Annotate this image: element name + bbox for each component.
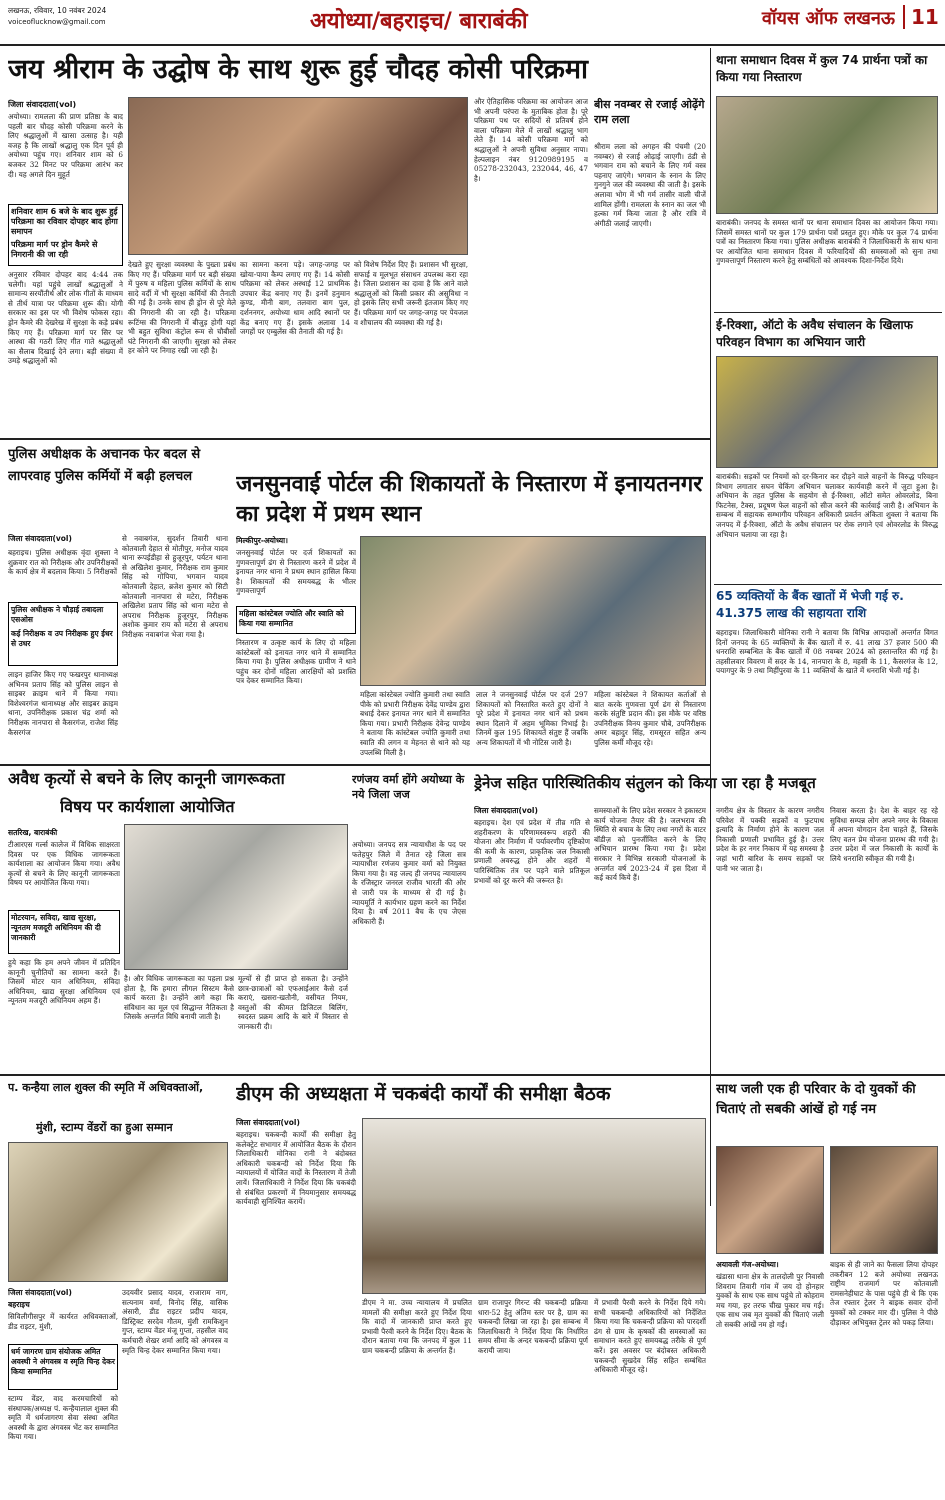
erikshaw-body: बाराबंकी। सड़कों पर नियमों को दर-किनार कर दौड़ने वाले वाहनों के विरुद्ध परिवहन विभाग लगातार सघन चेकिंग अभियान चलाकर कार्यवाही करने में जुटा हुआ है। अभियान के तहत पुलिस के सहयोग से ई-रिक्शा, ऑटो समेत ओवरलोड, बिना फिटनेस, टैक्स, प्रदूषण फेल वाहनों को सीज करने की कार्रवाई जारी है। अभियान के सम्बन्ध में सहायक सम्भागीय परिवहन अधिकारी प्रवर्तन अंकिता शुक्ला ने बताया कि जनपद में ई-रिक्शा, ऑटो के अवैध संचालन पर रोक लगाने एवं ओवरलोड के विरुद्ध अभियान चलाया जा रहा है। <box>716 472 938 539</box>
accident-col1: खंडासा थाना क्षेत्र के तालदोली पुर निवासी शिवराम तिवारी गांव में जय दो होनहार युवकों के साथ एक साथ पहुंचे तो कोहराम मच गया, हर तरफ चीख पुकार मच गई। एक साथ जब मृत युवकों की चिताएं जली तो सबकी आंखें नम हो गईं। <box>716 1272 824 1329</box>
page-number: 11 <box>903 5 939 29</box>
lead-highlight-1: शनिवार शाम 6 बजे के बाद शुरू हुई परिक्रमा का रविवार दोपहर बाद होगा समापन <box>11 207 118 236</box>
chakbandi-col3: ग्राम राजापुर गिरन्ट की चकबन्दी प्रक्रिया धारा-52 हेतु अंतिम स्तर पर है, ग्राम का चकबन्दी लिखा जा रहा है। इस सम्बन्ध में जिलाधिकारी ने निर्देश दिया कि निर्धारित समय सीमा के अन्दर चकबन्दी प्रक्रिया पूर्ण करायी जाय। <box>478 1298 588 1355</box>
lead-col3: का सामना करना पड़े। जगह-जगह पर खोया-पाया कैम्प लगाए गए हैं। 14 कोसी परिक्रमा को लेकर अस्थाई 12 प्राथमिक उपचार केंद्र बनाए गए हैं। इनमें हनुमान कुण्ड, मीनी बाग, तलवारा बाग पुल, दर्शननगर, अयोध्या धाम आदि स्थानों पर केंद्र बनाए गए हैं। इसके अलावा 14 जगहों पर एम्बुलेंस की तैनाती की गई है। <box>240 260 350 337</box>
lead-col2: देखते हुए सुरक्षा व्यवस्था के पुख्ता प्रबंध किए गए हैं। परिक्रमा मार्ग पर बड़ी संख्या में पुरुष व महिला पुलिस कर्मियों के साथ सादे वर्दी में भी सुरक्षा कर्मियों की तैनाती की गई है। उनके साथ ही ड्रोन से पूरे मेले की निगरानी की जा रही है। परिक्रमा रूटिंग्स की निगरानी में बीजुड़ होगी यहां भी बहुत सुविधा कंट्रोल रूम से चौबीसों घंटे निगरानी की जाएगी। सुरक्षा को लेकर हर कोने पर निगाह रखी जा रही है। <box>128 260 236 356</box>
police-headline: पुलिस अधीक्षक के अचानक फेर बदल से लापरवाह पुलिस कर्मियों में बढ़ी हलचल <box>8 447 201 484</box>
parikrama-photo <box>128 97 468 255</box>
kanhaiya-photo <box>8 1142 228 1282</box>
jansunwai-photo <box>360 536 706 686</box>
drainage-col1: बहराइच। देश एवं प्रदेश में तीव्र गति से शहरीकरण के परिणामस्वरूप शहरों की योजना और निर्माण में पर्यावरणीय दृष्टिकोण की कमी के कारण, प्राकृतिक जल निकासी प्रणाली अवरुद्ध होने और शहरों में पारिस्थितिक तंत्र पर पड़ने वाले प्रतिकूल प्रभावों को दूर करने की जरूरत है। <box>474 818 590 885</box>
thana-headline: थाना समाधान दिवस में कुल 74 प्रार्थना पत्रों का किया गया निस्तारण <box>716 53 928 84</box>
jansunwai-col2: महिला कांस्टेबल ज्योति कुमारी तथा स्वाति पीके को प्रभारी निरीक्षक देवेंद्र पाण्डेय द्वारा बधाई देकर इनायत नगर थाने में सम्मानित किया गया। प्रभारी निरीक्षक देवेन्द्र पाण्डेय ने बताया कि कांस्टेबल ज्योति कुमारी तथा स्वाति की लगन व मेहनत से थाने को यह उपलब्धि मिली है। <box>360 690 470 757</box>
drainage-col4: निवास करता है। देश के बाहर रह रहे सुविधा सम्पन्न लोग अपने नगर के विकास में अपना योगदान देना चाहते हैं, जिसके लिए वतन प्रेम योजना प्रारम्भ की गयी है। उत्तर प्रदेश में जल निकासी के कार्यों के लिये धनराशि स्वीकृत की गयी है। <box>830 806 938 863</box>
accident-col2: बाइक से ही जाने का फैसला लिया दोपहर तकरीबन 12 बजे अयोध्या लखनऊ राष्ट्रीय राजमार्ग पर कोतवाली रामसनेहीघाट के पास पहुंचे ही थे कि एक तेज रफ्तार ट्रेलर ने बाइक सवार दोनों युवकों को टक्कर मार दी। पुलिस ने पीछे दौड़ाकर अभियुक्त ट्रेलर को पकड़ लिया। <box>830 1260 938 1327</box>
kanhaiya-headline2: मुंशी, स्टाम्प वेंडरों का हुआ सम्मान <box>36 1121 173 1134</box>
erikshaw-photo <box>716 356 938 468</box>
lead-col4: को विशेष निर्देश दिए हैं। प्रशासन भी सुरक्षा, सफाई व मूलभूत संसाधन उपलब्ध करा रहा है। जिला प्रशासन का दावा है कि आने वाले श्रद्धालुओं को किसी प्रकार की असुविधा न हो इसके लिए सभी जरूरी इंतजाम किए गए हैं। परिक्रमा मार्ग पर जगह-जगह पर पेयजल व शौचालय की व्यवस्था की गई है। <box>354 260 468 327</box>
masthead <box>0 0 945 44</box>
accident-headline: साथ जली एक ही परिवार के दो युवकों की चिताएं तो सबकी आंखें हो गई नम <box>716 1082 916 1117</box>
jansunwai-col1: जनसुनवाई पोर्टल पर दर्ज शिकायतों का गुणवत्तापूर्ण ढंग से निस्तारण करने में प्रदेश में इनायत नगर थाना ने प्रथम स्थान हासिल किया है। शिकायतों की समयबद्ध के भीतर गुणवत्तापूर्ण <box>236 548 356 596</box>
erikshaw-headline: ई-रिक्शा, ऑटो के अवैध संचालन के खिलाफ परिवहन विभाग का अभियान जारी <box>716 318 913 349</box>
masthead-rule <box>0 44 945 46</box>
jansunwai-col3: लाल ने जनसुनवाई पोर्टल पर दर्ज 297 शिकायतों को निस्तारित करते हुए दोनों ने पूरे प्रदेश में इनायत नगर थाने को प्रथम स्थान दिलाने में अहम भूमिका निभाई है। जिनमें कुल 195 शिकायतें संतुष्ट हैं जबकि अन्य शिकायतों में भी नोटिस जारी है। <box>476 690 588 747</box>
chakbandi-col2: डीएम ने मा. उच्च न्यायालय में प्रचलित मामलों की समीक्षा करते हुए निर्देश दिया कि वादों में जानकारी प्राप्त करते हुए प्रभावी पैरवी करने के निर्देश दिए। बैठक के दौरान बताया गया कि जनपद में कुल 11 ग्राम चकबन्दी प्रक्रिया के अन्तर्गत हैं। <box>362 1298 472 1355</box>
police-col2: से नवाबगंज, सुदर्शन तिवारी थाना कोतवाली देहात से मोतीपुर, मनोज यादव थाना रूपईडीहा से हुजूरपुर, पर्यटन थाना से अखिलेश कुमार, निरीक्षक राम कुमार सिंह को गोपिया, भगवान यादव कोतवाली देहात, ब्रजेश कुमार को सिटी कोतवाली नानपारा से मटेरा, निरीक्षक अखिलेश प्रताप सिंह को थाना मटेरा से अपराध निरीक्षक हुजूरपुर, निरीक्षक अशोक कुमार राय को मटेरा से अपराध निरीक्षक नवाबगंज भेजा गया है। <box>122 534 228 639</box>
v-rule-right <box>710 48 711 1206</box>
kanhaiya-col2: उदयवीर प्रसाद यादव, राजाराम नाग, सत्यनाम वर्मा, विनोद सिंह, वासिक अंसारी, डीड राइटर प्रदीप यादव, डिस्ट्रिक्ट सरदेव गौतम, मुंशी रामकिशुन गुप्त, स्टाम्प वेंडर मंजू गुप्ता, तहसील वाद कर्मचारी शेखर शर्मा आदि को अंगवस्त्र व स्मृति चिन्ह देकर सम्मानित किया गया। <box>122 1288 228 1355</box>
police-para1: बहराइच। पुलिस अधीक्षक वृंदा शुक्ला ने शुक्रवार रात को निरीक्षक और उपनिरीक्षकों के कार्य क्षेत्र में बदलाव किया। 5 निरीक्षकों <box>8 548 118 577</box>
kanhaiya-byline: जिला संवाददाता(vol) <box>8 1288 72 1297</box>
janpad-headline: रणंजय वर्मा होंगे अयोध्या के नये जिला जज <box>352 773 465 801</box>
kanoon-highlight: मोटरयान, सविदा, खाद्य सुरक्षा, न्यूनतम मजदूरी अधिनियम की दी जानकारी <box>8 910 120 954</box>
ramlala-headline: बीस नवम्बर से रजाई ओढ़ेंगे राम लला <box>594 98 705 126</box>
chakbandi-photo <box>362 1118 706 1294</box>
chakbandi-headline: डीएम की अध्यक्षता में चकबंदी कार्यों की समीक्षा बैठक <box>236 1083 611 1105</box>
kanoon-col2: है। और विधिक जागरूकता का पहला प्रश्न होता है, कि हमारा लीगल सिस्टम कैसे कार्य करता है। उन्होंने आगे कहा कि संविधान का मूल एवं सिद्धान्त नैतिकता है जिसके अन्तर्गत विधि बनायी जाती है। <box>124 974 234 1022</box>
bottom-top-rule <box>0 1074 945 1076</box>
lead-highlight-2: परिक्रमा मार्ग पर ड्रोन कैमरे से निगरानी की जा रही <box>11 240 98 259</box>
erikshaw-rule <box>714 584 942 585</box>
chakbandi-col4: में प्रभावी पैरवी करने के निर्देश दिये गये। सभी चकबन्दी अधिकारियों को निर्देशित किया गया कि चकबन्दी प्रक्रिया को पारदर्शी ढंग से ग्राम के कृषकों की समस्याओं का समाधान करते हुए समयबद्ध तरीके से पूर्ण करें। इस अवसर पर बंदोबस्त अधिकारी चकबन्दी सुखदेव सिंह सहित सम्बंधित अधिकारी मौजूद रहे। <box>594 1298 706 1375</box>
jansunwai-col1b: निस्तारण व उत्कृष्ट कार्य के लिए दो महिला कांस्टेबलों को इनायत नगर थाने में सम्मानित किया गया है। पुलिस अधीक्षक ग्रामीण ने थाने पहुंच कर दोनों महिला आरक्षियों को प्रशस्ति पत्र देकर सम्मानित किया। <box>236 638 356 686</box>
accident-photo-1 <box>716 1146 824 1254</box>
accident-dateline: अयावली गंज-अयोध्या। <box>716 1260 779 1269</box>
lead-para1: अयोध्या। रामलला की प्राण प्रतिष्ठा के बाद पहली बार चौदह कोसी परिक्रमा करने के लिए श्रद्धालुओं में खासा उत्साह है। यही वजह है कि लाखों श्रद्धालु एक दिन पूर्व ही अयोध्या पहुंच गए। शनिवार शाम को 6 बजकर 32 मिनट पर परिक्रमा आरंभ कर दी। यह अगले दिन मुहूर्त <box>8 112 123 179</box>
jansunwai-col4: महिला कांस्टेबल ने शिकायत कर्ताओं से बात करके गुणवत्ता पूर्ण ढंग से निस्तारण करके संतुष्टि प्रदान की। इस मौके पर वरिष्ठ उपनिरीक्षक विनय कुमार चौबे, उपनिरीक्षक अमर बहादुर सिंह, रामसूरत सहित अन्य पुलिस कर्मी मौजूद रहे। <box>594 690 706 747</box>
thana-rule <box>714 312 942 313</box>
drainage-headline: ड्रेनेज सहित पारिस्थितिकीय संतुलन को किया जा रहा है मजबूत <box>474 774 816 792</box>
police-highlight-1: पुलिस अधीक्षक ने चौड़ाई तबादला एसओस <box>11 605 104 624</box>
section-title: अयोध्या/बहराइच/ बाराबंकी <box>310 9 528 34</box>
lead-headline: जय श्रीराम के उद्घोष के साथ शुरू हुई चौदह कोसी परिक्रमा <box>8 54 588 85</box>
chakbandi-byline: जिला संवाददाता(vol) <box>236 1118 300 1127</box>
lead-para2: अनुसार रविवार दोपहर बाद 4:44 तक चलेगी। यहां पहुंचे लाखों श्रद्धालुओं ने सामान्य सरयौंतीर्थ और लोक गीतों के माध्यम से तीर्थ यात्रा पर परिक्रमा शुरू की। योगी सरकार का इस पर भी विशेष फोकस रहा। ड्रोन कैमरे की देखरेख में सुरक्षा के कड़े प्रबंध किए गए हैं। परिक्रमा मार्ग पर सिर पर आस्था की गठरी लिए गीत गाते श्रद्धालुओं का सैलाब दिखाई देने लगा। बड़ी संख्या में उमड़े श्रद्धालुओं को <box>8 270 123 366</box>
thana-body: बाराबंकी। जनपद के समस्त थानों पर थाना समाधान दिवस का आयोजन किया गया। जिसमें समस्त थानों पर कुल 179 प्रार्थना पत्रों प्रस्तुत हुए। मौके पर कुल 74 प्रार्थना पत्रों का निस्तारण किया गया। पुलिस अधीक्षक बाराबंकी ने जिलाधिकारी के साथ थाना पर आयोजित थाना समाधान दिवस में फरियादियों की समस्याओं को सुना तथा गुणवत्तापूर्ण निस्तारण करने हेतु सम्बंधितों को आवश्यक दिशा-निर्देश दिये। <box>716 218 938 266</box>
kanoon-top-rule <box>0 764 710 766</box>
kanoon-photo <box>124 824 348 970</box>
jansunwai-dateline: मिल्कीपुर-अयोध्या। <box>236 536 288 545</box>
kanhaiya-col1b: स्टाम्प वेंडर, वाद करमचारियों को संस्थापक/अध्यक्ष पं. कन्हैयालाल शुक्ल की स्मृति में धर्मजागरण सेवा संस्था अमित अवस्थी के द्वारा अंगवस्त्र भेंट कर सम्मानित किया गया। <box>8 1394 118 1442</box>
police-byline: जिला संवाददाता(vol) <box>8 534 72 543</box>
thana-photo <box>716 96 938 214</box>
lead-byline: जिला संवाददाता(vol) <box>8 100 77 109</box>
police-top-rule <box>0 438 710 440</box>
kanhaiya-headline: प. कन्हैया लाल शुक्ल की स्मृति में अधिवक्ताओं, <box>8 1081 204 1094</box>
police-highlight-2: कई निरीक्षक व उप निरीक्षक हुए ईधर से उधर <box>11 629 113 648</box>
kanoon-col1b: हुये कहा कि हम अपने जीवन में प्रतिदिन कानूनी चुनौतियों का सामना करते हैं। जिसमें मोटर यान अधिनियम, संविदा अधिनियम, खाद्य सुरक्षा अधिनियम एवं न्यूनतम मजदूरी अधिनियम अहम हैं। <box>8 958 120 1006</box>
bank-headline: 65 व्यक्तियों के बैंक खातों में भेजी गई रु. 41.375 लाख की सहायता राशि <box>716 589 904 620</box>
lead-col5: और ऐतिहासिक परिक्रमा का आयोजन आज भी अपनी परंपरा के मुताबिक होता है। पूरे परिक्रमा पथ पर सदियों से प्रतिवर्ष होने वाला परिक्रमा मेले में लाखों श्रद्धालु भाग लेते हैं। 14 कोसी परिक्रमा मार्ग को श्रद्धालुओं ने अपनी सुविधा अनुसार नापा। हेल्पलाइन नंबर 9120989195 व 05278-232043, 232044, 46, 47 है। <box>474 97 588 183</box>
lead-highlight-box <box>8 204 123 266</box>
janpad-body: अयोध्या। जनपद सत्र न्यायाधीश के पद पर फतेहपुर जिले में तैनात रहे जिला सत्र न्यायाधीश रणंजय कुमार वर्मा को नियुक्त किया गया है। वह जल्द ही जनपद न्यायालय के रजिस्ट्रार जनरल राजीव भारती की ओर से जारी पत्र के माध्यम से दी गई है। न्यायमूर्ति ने कार्यभार ग्रहण करने का निर्देश दिया है। वर्ष 2011 बैच के एच जेएस अधिकारी हैं। <box>352 840 466 926</box>
kanoon-dateline: सतरिख, बाराबंकी <box>8 828 58 837</box>
kanoon-col3: मूल्यों से ही प्राप्त हो सकता है। उन्होंने छात्र-छात्राओं को एफआईआर कैसे दर्ज कराएं, खसरा-खतौनी, वसीयत नियम, वस्तुओं की कीमत डिजिटल बिलिंग, स्वदस्त प्रक्रम आदि के बारे में विस्तार से जानकारी दी। <box>238 974 348 1031</box>
chakbandi-col1: बहराइच। चकबन्दी कार्यों की समीक्षा हेतु कलेक्ट्रेट सभागार में आयोजित बैठक के दौरान जिलाधिकारी मोनिका रानी ने बंदोबस्त अधिकारी चकबन्दी को निर्देश दिया कि न्यायालयों में योजित वादों के निस्तारण में तेजी लायें। जिलाधिकारी ने निर्देश दिया कि चकबंदी से संबंधित प्रकरणों में नियमानुसार समयबद्ध कार्यवाही सुनिश्चित करायें। <box>236 1130 356 1207</box>
ramlala-body: श्रीराम लला को अगहन की पंचमी (20 नवम्बर) से रजाई ओढ़ाई जाएगी। ठंडी से भगवान राम को बचाने के लिए गर्म वस्त्र पहनाए जाएंगे। भगवान के स्नान के लिए गुनगुने जल की व्यवस्था की जाती है। इसके अलावा भोग में भी गर्म तासीर वाली चीजें शामिल होंगी। रामलला के स्नान का जल भी हल्का गर्म किया जाता है और रात्रि में अंगीठी जलाई जाएगी। <box>594 142 706 228</box>
drainage-col2: समस्याओं के लिए प्रदेश सरकार ने इकास्टम कार्य योजना तैयार की है। जलभराव की स्थिति से बचाव के लिए तथा नगरों के वाटर बॉडीज़ को पुनर्जीवित करने के लिए अभियान प्रारम्भ किया गया है। प्रदेश सरकार ने विभिन्न सरकारी योजनाओं के अन्तर्गत वर्ष 2023-24 में इस दिशा में कई कार्य किये हैं। <box>594 806 706 883</box>
kanoon-headline: अवैध कृत्यों से बचने के लिए कानूनी जागरूकता <box>8 769 285 788</box>
jansunwai-headline: जनसुनवाई पोर्टल की शिकायतों के निस्तारण में इनायतनगर का प्रदेश में प्रथम स्थान <box>236 472 703 527</box>
masthead-date: लखनऊ, रविवार, 10 नवंबर 2024 <box>8 6 107 15</box>
police-highlight-box <box>8 602 118 666</box>
accident-photo-2 <box>830 1146 938 1254</box>
police-para2: लाइन हाजिर किए गए फखरपुर थानाध्यक्ष अभिनव प्रताप सिंह को पुलिस लाइन से साइबर क्राइम थाने में किया गया। विशेश्वरगंज थानाध्यक्ष और साइबर क्राइम थाना, उपनिरीक्षक प्रकाश चंद्र शर्मा को निरीक्षक नानपारा से कैसरगंज, राजेश सिंह कैसरगंज <box>8 670 118 737</box>
masthead-email: voiceoflucknow@gmail.com <box>8 18 106 26</box>
kanhaiya-col1: सिविलीगीसपुर में कार्यरत अधिवक्ताओं, डीड राइटर, मुंशी, <box>8 1312 118 1331</box>
kanhaiya-dateline: बहराइच <box>8 1300 30 1309</box>
jansunwai-highlight: महिला कांस्टेबल ज्योति और स्वाति को किया गया सम्मानित <box>236 606 356 634</box>
kanhaiya-highlight: धर्म जागरण ग्राम संयोजक अमित अवस्थी ने अंगवस्त्र व स्मृति चिन्ह देकर किया सम्मानित <box>8 1344 118 1390</box>
brand-name: वॉयस ऑफ लखनऊ <box>761 8 895 29</box>
kanoon-headline2: विषय पर कार्यशाला आयोजित <box>60 797 235 816</box>
bank-body: बहराइच। जिलाधिकारी मोनिका रानी ने बताया कि विभिन्न आपदाओं अन्तर्गत विगत दिनों जनपद के 65 व्यक्तियों के बैंक खातों में रु. 41 लाख 37 हजार 500 की धनराशि सम्बन्धित के बैंक खातों में 08 नवम्बर 2024 को हस्तान्तरित की गई है। तहसीलवार विवरण में सदर के 14, नानपारा के 8, महसी के 11, कैसरगंज के 12, पयागपुर के 9 तथा मिहींपुरवा के 11 व्यक्तियों के खाते में धनराशि भेजी गई है। <box>716 628 938 676</box>
kanoon-col1: टीआरएस गर्ल्स कालेज में विधिक साक्षरता दिवस पर एक विधिक जागरूकता कार्यशाला का आयोजन किया गया। अवैध कृत्यों से बचने के लिए कानूनी जागरूकता विषय पर आयोजित किया गया। <box>8 840 120 888</box>
drainage-byline: जिला संवाददाता(vol) <box>474 806 538 815</box>
drainage-col3: नगरीय क्षेत्र के विस्तार के कारण नगरीय परिवेश में पक्की सड़कों व फुटपाथ इत्यादि के निर्माण होने के कारण जल निकासी प्रणाली प्रभावित हुई है। उत्तर प्रदेश के हर नगर निकाय में यह समस्या है जहां भारी बारिश के समय सड़कों पर पानी भर जाता है। <box>716 806 824 873</box>
